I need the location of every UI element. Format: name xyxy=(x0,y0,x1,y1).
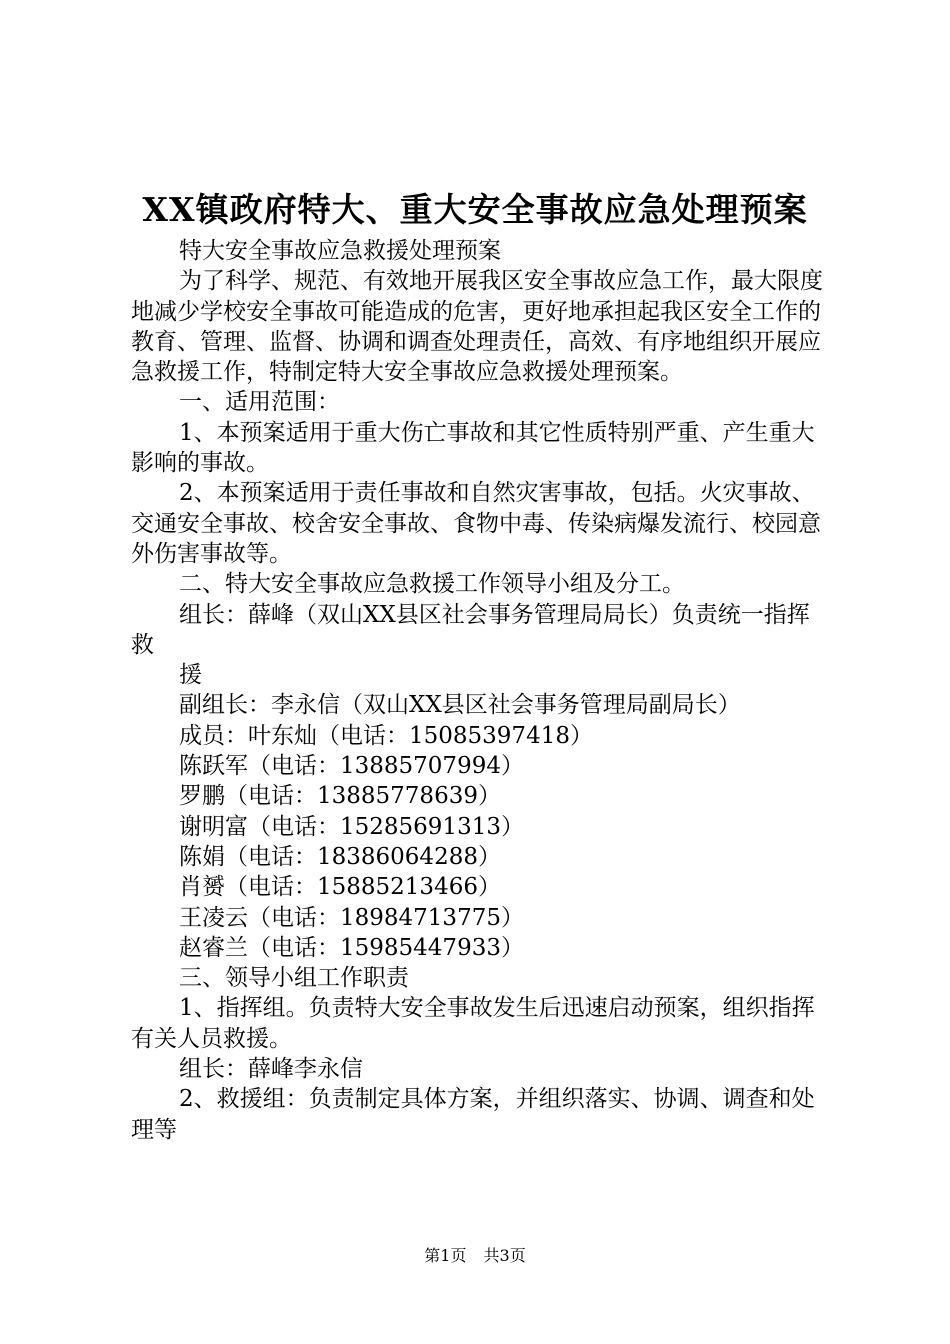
paragraph-leader-cont: 援 xyxy=(179,662,202,689)
document-body xyxy=(131,236,831,1145)
member-line: 赵睿兰（电话：15985447933） xyxy=(179,934,524,961)
paragraph-leader: 组长：薛峰（双山XX县区社会事务管理局局长）负责统一指挥救 xyxy=(131,601,810,658)
section-heading-team: 二、特大安全事故应急救援工作领导小组及分工。 xyxy=(179,571,685,598)
member-line: 罗鹏（电话：13885778639） xyxy=(179,783,501,810)
document-title: XX镇政府特大、重大安全事故应急处理预案 xyxy=(142,190,808,229)
page-footer xyxy=(0,1243,950,1266)
paragraph-subtitle: 特大安全事故应急救援处理预案 xyxy=(179,238,501,264)
section-heading-scope: 一、适用范围： xyxy=(179,389,340,416)
paragraph-deputy-leader: 副组长：李永信（双山XX县区社会事务管理局副局长） xyxy=(179,692,741,719)
member-line: 成员：叶东灿（电话：15085397418） xyxy=(179,722,593,749)
paragraph-scope-1: 1、本预案适用于重大伤亡事故和其它性质特别严重、产生重大影响的事故。 xyxy=(131,419,815,477)
page-total: 共3页 xyxy=(483,1246,526,1265)
member-line: 王凌云（电话：18984713775） xyxy=(179,904,524,931)
paragraph-duty-1: 1、指挥组。负责特大安全事故发生后迅速启动预案，组织指挥有关人员救援。 xyxy=(131,995,815,1052)
member-line: 陈跃军（电话：13885707994） xyxy=(179,753,524,780)
paragraph-duty-1-leader: 组长：薛峰李永信 xyxy=(179,1056,363,1083)
paragraph-scope-2: 2、本预案适用于责任事故和自然灾害事故，包括。火灾事故、交通安全事故、校舍安全事故、食物中毒、传染病爆发流行、校园意外伤害事故等。 xyxy=(131,480,821,567)
member-line: 陈娟（电话：18386064288） xyxy=(179,843,501,870)
member-line: 肖赟（电话：15885213466） xyxy=(179,874,501,901)
member-line: 谢明富（电话：15285691313） xyxy=(179,813,524,840)
section-heading-duties: 三、领导小组工作职责 xyxy=(179,965,409,992)
paragraph-intro: 为了科学、规范、有效地开展我区安全事故应急工作，最大限度地减少学校安全事故可能造成的危害，更好地承担起我区安全工作的教育、管理、监督、协调和调查处理责任，高效、有序地组织开展应急救援工作，特制定特大安全事故应急救援处理预案。 xyxy=(131,268,823,386)
page-number: 第1页 xyxy=(424,1246,467,1265)
paragraph-duty-2: 2、救援组：负责制定具体方案，并组织落实、协调、调查和处理等 xyxy=(131,1086,815,1143)
